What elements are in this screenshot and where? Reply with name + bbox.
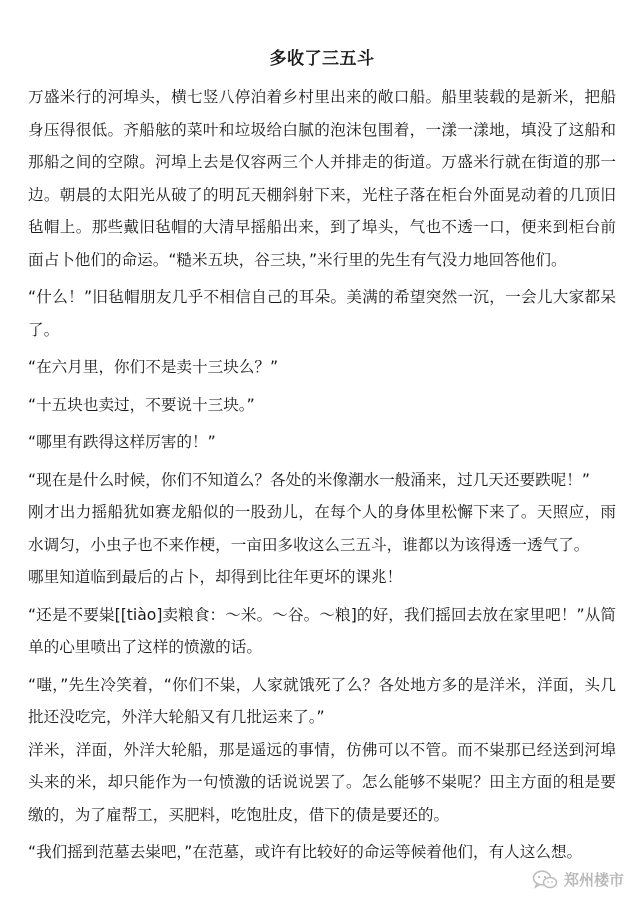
wechat-icon <box>532 870 558 890</box>
paragraph: “哪里有跌得这样厉害的！” <box>28 433 216 451</box>
paragraph: 万盛米行的河埠头，横七竖八停泊着乡村里出来的敞口船。船里装载的是新米，把船身压得很低。齐船舷的菜叶和垃圾给白腻的泡沫包围着，一漾一漾地，填没了这船和那船之间的空隙。河埠上去是仅容两三个人并排走的街道。万盛米行就在街道的那一边。朝晨的太阳光从破了的明瓦天棚斜射下来，光柱子落在柜台外面晃动着的几顶旧毡帽上。那些戴旧毡帽的大清早摇船出来，到了埠头，气也不透一口，便来到柜台前面占卜他们的命运。“糙米五块，谷三块，”米行里的先生有气没力地回答他们。 <box>28 88 616 269</box>
paragraph: “现在是什么时候，你们不知道么？各处的米像潮水一般涌来，过几天还要跌呢！” <box>28 470 590 489</box>
paragraph: 洋米，洋面，外洋大轮船，那是遥远的事情，仿佛可以不管。而不粜那已经送到河埠头来的米，却只能作为一句愤激的话说说罢了。怎么能够不粜呢？田主方面的租是要缴的，为了雇帮工，买肥料，吃饱肚皮，借下的债是要还的。 <box>28 740 616 824</box>
paragraph: “我们摇到范墓去粜吧，”在范墓，或许有比较好的命运等候着他们，有人这么想。 <box>28 843 583 861</box>
paragraph: “什么！”旧毡帽朋友几乎不相信自己的耳朵。美满的希望突然一沉，一会儿大家都呆了。 <box>28 288 616 339</box>
paragraph: “在六月里，你们不是卖十三块么？” <box>28 358 279 376</box>
document-body <box>28 81 616 869</box>
paragraph: “十五块也卖过，不要说十三块。” <box>28 395 255 414</box>
paragraph: “还是不要粜[[tiào]卖粮食：～米。～谷。～粮]的好，我们摇回去放在家里吧！”从简单的心里喷出了这样的愤激的话。 <box>28 605 616 656</box>
paragraph: 刚才出力摇船犹如赛龙船似的一股劲儿，在每个人的身体里松懈下来了。天照应，雨水调匀，小虫子也不来作梗，一亩田多收这么三五斗，谁都以为该得透一透气了。 <box>28 503 616 554</box>
document-title: 多收了三五斗 <box>269 49 375 69</box>
watermark-text: 郑州楼市 <box>563 871 624 889</box>
watermark <box>532 869 624 890</box>
paragraph: 哪里知道临到最后的占卜，却得到比往年更坏的课兆！ <box>28 568 403 586</box>
paragraph: “嗤，”先生冷笑着，“你们不粜，人家就饿死了么？各处地方多的是洋米，洋面，头几批还没吃完，外洋大轮船又有几批运来了。” <box>28 675 616 726</box>
